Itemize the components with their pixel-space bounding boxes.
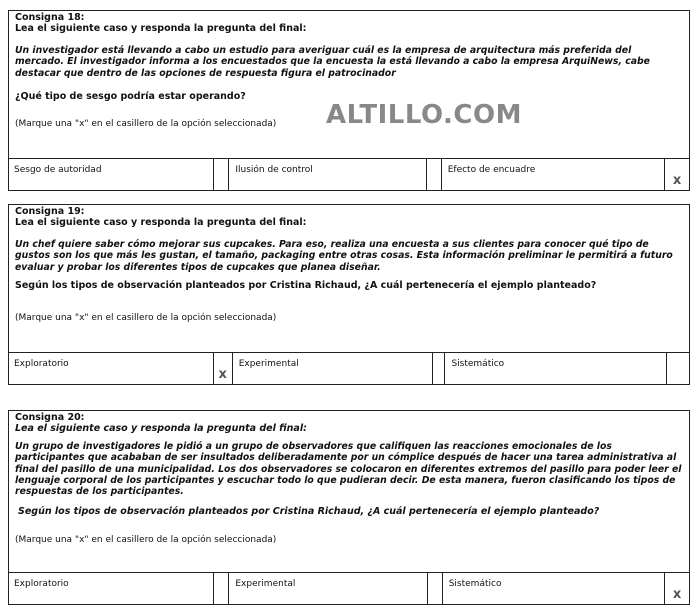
option-label: Efecto de encuadre (447, 165, 536, 175)
question-text: Según los tipos de observación planteados por Cristina Richaud, ¿A cuál pertenecería el ejemplo planteado? (18, 506, 600, 518)
x-mark: x (218, 367, 227, 382)
question-text: Según los tipos de observación planteados por Cristina Richaud, ¿A cuál pertenecería el ejemplo planteado? (15, 279, 597, 291)
question-instruction: Lea el siguiente caso y responda la pregunta del final: (15, 23, 307, 34)
mark-instruction: (Marque una "x" en el casillero de la opción seleccionada) (15, 118, 277, 129)
options-row (8, 572, 690, 605)
option-checkbox[interactable] (427, 573, 443, 605)
option-checkbox[interactable] (664, 159, 690, 191)
option-checkbox[interactable] (213, 573, 229, 605)
question-title: Consigna 19: (15, 206, 85, 217)
question-19-block (8, 204, 690, 385)
option-label: Sistemático (451, 359, 505, 369)
x-mark: x (672, 587, 682, 602)
question-instruction: Lea el siguiente caso y responda la pregunta del final: (15, 217, 307, 228)
option-checkbox[interactable] (432, 353, 446, 385)
question-instruction: Lea el siguiente caso y responda la pregunta del final: (15, 423, 307, 434)
case-text: Un investigador está llevando a cabo un estudio para averiguar cuál es la empresa de arquitectura más preferida del mercado. El investigador informa a los encuestados que la encuesta la está llevando a cabo la empresa ArquiNews, cabe destacar que dentro de las opciones de respuesta figura el patrocinador (15, 45, 650, 79)
question-title: Consigna 18: (15, 12, 85, 23)
option-checkbox[interactable] (213, 353, 233, 385)
watermark: ALTILLO.COM (326, 100, 522, 130)
option-label: Sistemático (448, 579, 502, 589)
options-row (8, 158, 690, 191)
option-label: Experimental (238, 359, 299, 369)
option-checkbox[interactable] (213, 159, 229, 191)
option-checkbox[interactable] (426, 159, 442, 191)
question-20-block (8, 410, 690, 605)
question-text: ¿Qué tipo de sesgo podría estar operando? (15, 90, 246, 102)
options-row (8, 352, 690, 385)
option-label: Exploratorio (14, 359, 69, 369)
question-title: Consigna 20: (15, 412, 85, 423)
option-checkbox[interactable] (666, 353, 690, 385)
option-label: Experimental (235, 579, 296, 589)
x-mark: x (672, 173, 682, 188)
option-checkbox[interactable] (664, 573, 690, 605)
option-label: Ilusión de control (235, 165, 313, 175)
option-label: Exploratorio (14, 579, 69, 589)
case-text: Un chef quiere saber cómo mejorar sus cupcakes. Para eso, realiza una encuesta a sus clientes para conocer qué tipo de gustos son los que más les gustan, el tamaño, packaging entre otras cosas. Esta información preliminar le permitirá a futuro evaluar y probar los diferentes tipos de cupcakes que planea diseñar. (15, 239, 673, 273)
case-text: Un grupo de investigadores le pidió a un grupo de observadores que califiquen las reacciones emocionales de los participantes que acababan de ser insultados deliberadamente por un cómplice después de hacer una tarea administrativa al final del pasillo de una municipalidad. Los dos observadores se colocaron en diferentes extremos del pasillo para poder leer el lenguaje corporal de los participantes y escuchar todo lo que pudieran decir. De esta manera, fueron clasificando los tipos de respuestas de los participantes. (15, 441, 682, 498)
option-label: Sesgo de autoridad (14, 165, 102, 175)
mark-instruction: (Marque una "x" en el casillero de la opción seleccionada) (15, 535, 277, 546)
mark-instruction: (Marque una "x" en el casillero de la opción seleccionada) (15, 312, 277, 323)
